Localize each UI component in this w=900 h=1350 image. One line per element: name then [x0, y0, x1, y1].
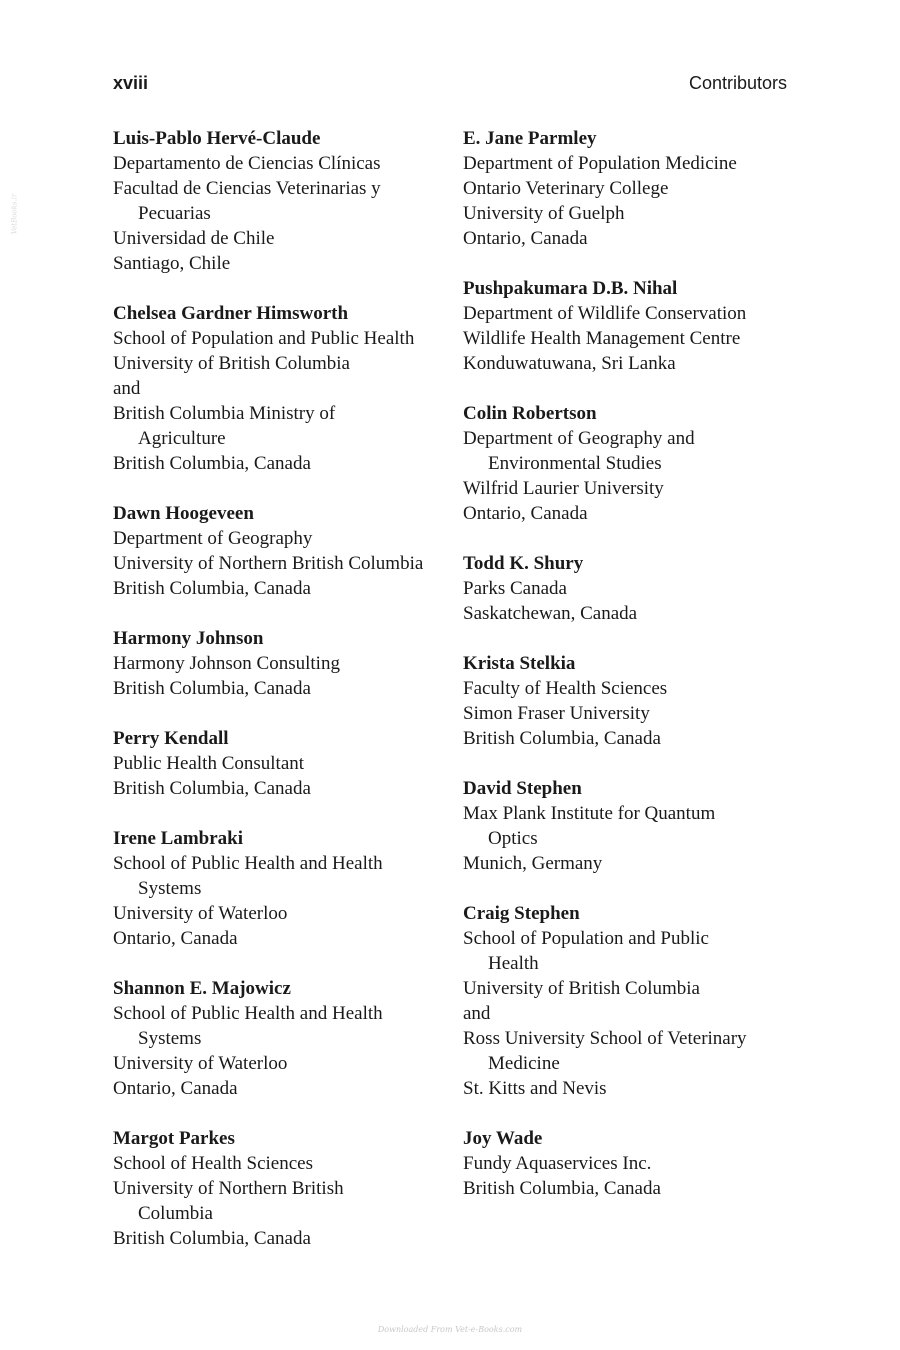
- contributor-name: Luis-Pablo Hervé-Claude: [113, 128, 321, 149]
- affiliation-line: Optics: [488, 828, 538, 849]
- contributor-entry: [463, 126, 793, 251]
- affiliation-line: Ontario, Canada: [463, 228, 588, 249]
- affiliation-line: and: [113, 378, 141, 399]
- affiliation-line: Harmony Johnson Consulting: [113, 653, 340, 674]
- contributor-entry: [463, 651, 793, 751]
- affiliation-line: University of Waterloo: [113, 1053, 288, 1074]
- affiliation-line: Fundy Aquaservices Inc.: [463, 1153, 652, 1174]
- affiliation-line: Systems: [138, 1028, 202, 1049]
- affiliation-line: British Columbia, Canada: [113, 453, 311, 474]
- affiliation-line: Wildlife Health Management Centre: [463, 328, 741, 349]
- contributor-entry: [113, 301, 453, 476]
- affiliation-line: Parks Canada: [463, 578, 567, 599]
- affiliation-line: Faculty of Health Sciences: [463, 678, 668, 699]
- affiliation-line: University of Northern British Columbia: [113, 553, 424, 574]
- affiliation-line: St. Kitts and Nevis: [463, 1078, 607, 1099]
- affiliation-line: Facultad de Ciencias Veterinarias y: [113, 178, 381, 199]
- affiliation-line: Agriculture: [138, 428, 226, 449]
- affiliation-line: Munich, Germany: [463, 853, 603, 874]
- affiliation-line: British Columbia, Canada: [113, 678, 311, 699]
- footer-watermark: Downloaded From Vet-e-Books.com: [377, 1325, 523, 1334]
- contributor-entry: [113, 501, 453, 601]
- contributor-name: Todd K. Shury: [463, 553, 584, 574]
- affiliation-line: British Columbia Ministry of: [113, 403, 336, 424]
- affiliation-line: University of British Columbia: [113, 353, 350, 374]
- affiliation-line: Department of Geography: [113, 528, 313, 549]
- affiliation-line: Department of Population Medicine: [463, 153, 737, 174]
- affiliation-line: Ontario Veterinary College: [463, 178, 669, 199]
- affiliation-line: British Columbia, Canada: [463, 1178, 661, 1199]
- affiliation-line: University of Guelph: [463, 203, 625, 224]
- contributor-entry: [113, 626, 453, 701]
- affiliation-line: School of Public Health and Health: [113, 1003, 383, 1024]
- affiliation-line: School of Public Health and Health: [113, 853, 383, 874]
- running-head: Contributors: [688, 73, 787, 93]
- affiliation-line: Pecuarias: [138, 203, 211, 224]
- affiliation-line: School of Population and Public Health: [113, 328, 415, 349]
- contributor-entry: [113, 826, 453, 951]
- affiliation-line: University of Waterloo: [113, 903, 288, 924]
- affiliation-line: Santiago, Chile: [113, 253, 231, 274]
- contributor-name: Margot Parkes: [113, 1128, 235, 1149]
- affiliation-line: Ontario, Canada: [463, 503, 588, 524]
- affiliation-line: Department of Wildlife Conservation: [463, 303, 747, 324]
- affiliation-line: British Columbia, Canada: [463, 728, 661, 749]
- contributor-entry: [463, 1126, 793, 1201]
- affiliation-line: British Columbia, Canada: [113, 778, 311, 799]
- contributor-entry: [113, 726, 453, 801]
- contributor-name: Harmony Johnson: [113, 628, 264, 649]
- affiliation-line: Columbia: [138, 1203, 213, 1224]
- affiliation-line: Department of Geography and: [463, 428, 695, 449]
- affiliation-line: Saskatchewan, Canada: [463, 603, 638, 624]
- contributor-entry: [463, 901, 793, 1101]
- affiliation-line: Ontario, Canada: [113, 1078, 238, 1099]
- affiliation-line: Environmental Studies: [488, 453, 662, 474]
- affiliation-line: University of British Columbia: [463, 978, 700, 999]
- contributor-name: Chelsea Gardner Himsworth: [113, 303, 349, 324]
- affiliation-line: British Columbia, Canada: [113, 578, 311, 599]
- affiliation-line: Max Plank Institute for Quantum: [463, 803, 716, 824]
- affiliation-line: Ross University School of Veterinary: [463, 1028, 747, 1049]
- affiliation-line: Health: [488, 953, 539, 974]
- affiliation-line: Public Health Consultant: [113, 753, 305, 774]
- contributor-name: Irene Lambraki: [113, 828, 244, 849]
- contributor-entry: [113, 976, 453, 1101]
- affiliation-line: and: [463, 1003, 491, 1024]
- contributors-right-column: [463, 126, 793, 1226]
- contributor-name: E. Jane Parmley: [463, 128, 597, 149]
- contributor-name: Shannon E. Majowicz: [113, 978, 291, 999]
- page-number: xviii: [113, 73, 149, 93]
- contributor-name: David Stephen: [463, 778, 582, 799]
- contributor-name: Perry Kendall: [113, 728, 229, 749]
- affiliation-line: Universidad de Chile: [113, 228, 275, 249]
- affiliation-line: Departamento de Ciencias Clínicas: [113, 153, 381, 174]
- affiliation-line: Ontario, Canada: [113, 928, 238, 949]
- contributor-entry: [113, 126, 453, 276]
- contributor-name: Joy Wade: [463, 1128, 543, 1149]
- contributor-name: Pushpakumara D.B. Nihal: [463, 278, 678, 299]
- affiliation-line: Systems: [138, 878, 202, 899]
- side-watermark: VetBooks.ir: [10, 193, 19, 235]
- affiliation-line: School of Health Sciences: [113, 1153, 313, 1174]
- affiliation-line: University of Northern British: [113, 1178, 344, 1199]
- contributor-name: Dawn Hoogeveen: [113, 503, 254, 524]
- affiliation-line: Medicine: [488, 1053, 560, 1074]
- contributor-entry: [463, 551, 793, 626]
- affiliation-line: British Columbia, Canada: [113, 1228, 311, 1249]
- affiliation-line: School of Population and Public: [463, 928, 709, 949]
- affiliation-line: Simon Fraser University: [463, 703, 650, 724]
- contributor-name: Colin Robertson: [463, 403, 597, 424]
- contributors-left-column: [113, 126, 453, 1276]
- affiliation-line: Wilfrid Laurier University: [463, 478, 664, 499]
- contributor-entry: [463, 401, 793, 526]
- contributor-name: Krista Stelkia: [463, 653, 576, 674]
- contributor-name: Craig Stephen: [463, 903, 580, 924]
- contributor-entry: [463, 276, 793, 376]
- contributor-entry: [463, 776, 793, 876]
- affiliation-line: Konduwatuwana, Sri Lanka: [463, 353, 676, 374]
- contributor-entry: [113, 1126, 453, 1251]
